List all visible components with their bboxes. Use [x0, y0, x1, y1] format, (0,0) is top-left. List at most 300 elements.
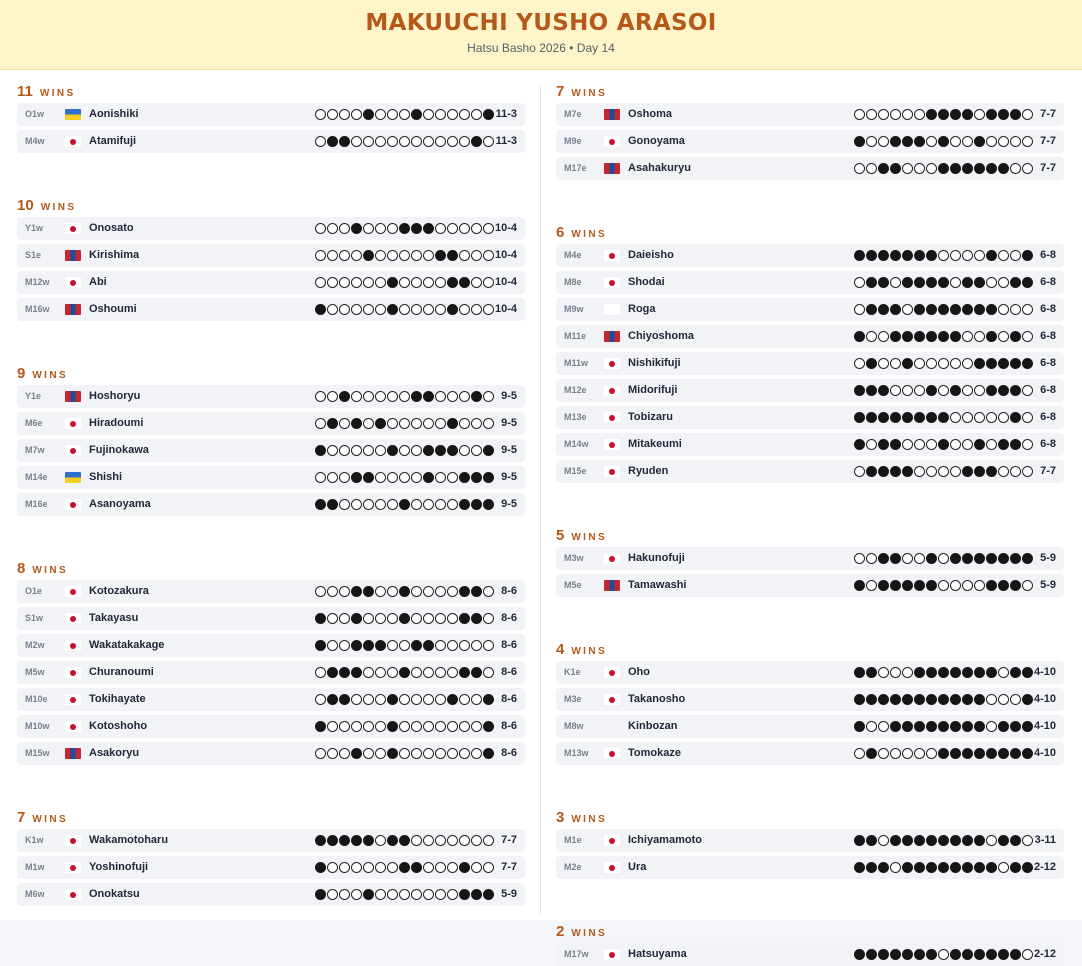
win-dot [974, 580, 985, 591]
win-dot [411, 250, 422, 261]
win-dot [435, 418, 446, 429]
bout-record [315, 694, 494, 705]
rikishi-row[interactable] [17, 742, 525, 765]
loss-dot [315, 613, 326, 624]
win-dot [926, 358, 937, 369]
flag-icon [604, 862, 620, 873]
win-loss-record: 7-7 [1040, 135, 1056, 147]
loss-dot [315, 835, 326, 846]
loss-dot [315, 304, 326, 315]
rikishi-row[interactable] [17, 634, 525, 657]
rikishi-name[interactable]: Asanoyama [89, 498, 151, 510]
win-dot [315, 472, 326, 483]
win-loss-record: 9-5 [501, 444, 517, 456]
win-dot [447, 586, 458, 597]
loss-dot [471, 667, 482, 678]
rikishi-row[interactable] [17, 439, 525, 462]
win-dot [902, 553, 913, 564]
win-loss-record: 7-7 [501, 834, 517, 846]
loss-dot [866, 412, 877, 423]
wins-count: 10 [17, 197, 34, 214]
loss-dot [926, 949, 937, 960]
rikishi-row[interactable] [17, 883, 525, 906]
win-dot [375, 694, 386, 705]
win-dot [363, 391, 374, 402]
win-dot [351, 109, 362, 120]
rikishi-name[interactable]: Ryuden [628, 465, 669, 477]
rikishi-row[interactable] [556, 829, 1064, 852]
loss-dot [890, 553, 901, 564]
loss-dot [902, 358, 913, 369]
loss-dot [351, 640, 362, 651]
win-dot [399, 136, 410, 147]
win-dot [890, 667, 901, 678]
wins-group-header [556, 527, 607, 545]
rank-label: M12w [25, 277, 50, 287]
win-dot [315, 277, 326, 288]
loss-dot [866, 862, 877, 873]
loss-dot [926, 304, 937, 315]
win-dot [387, 109, 398, 120]
win-dot [902, 304, 913, 315]
rikishi-name[interactable]: Tokihayate [89, 693, 146, 705]
rikishi-name[interactable]: Ichiyamamoto [628, 834, 702, 846]
rikishi-name[interactable]: Aonishiki [89, 108, 139, 120]
loss-dot [1010, 580, 1021, 591]
rikishi-row[interactable] [556, 943, 1064, 966]
loss-dot [854, 949, 865, 960]
loss-dot [387, 748, 398, 759]
rikishi-row[interactable] [556, 856, 1064, 879]
win-loss-record: 9-5 [501, 471, 517, 483]
win-dot [363, 418, 374, 429]
win-loss-record: 6-8 [1040, 438, 1056, 450]
loss-dot [375, 418, 386, 429]
rikishi-name[interactable]: Shodai [628, 276, 665, 288]
rikishi-row[interactable] [556, 103, 1064, 126]
win-dot [423, 250, 434, 261]
rikishi-name[interactable]: Chiyoshoma [628, 330, 695, 342]
win-dot [411, 136, 422, 147]
win-dot [423, 889, 434, 900]
rikishi-row[interactable] [17, 466, 525, 489]
win-dot [399, 889, 410, 900]
rikishi-name[interactable]: Asakoryu [89, 747, 140, 759]
loss-dot [914, 136, 925, 147]
loss-dot [471, 586, 482, 597]
bout-record [315, 472, 494, 483]
loss-dot [459, 277, 470, 288]
loss-dot [974, 304, 985, 315]
rikishi-row[interactable] [556, 406, 1064, 429]
win-dot [902, 385, 913, 396]
win-dot [327, 109, 338, 120]
win-dot [890, 109, 901, 120]
loss-dot [938, 109, 949, 120]
win-dot [315, 418, 326, 429]
rikishi-row[interactable] [17, 103, 525, 126]
win-dot [471, 862, 482, 873]
rikishi-name[interactable]: Churanoumi [89, 666, 154, 678]
win-dot [890, 748, 901, 759]
rikishi-row[interactable] [556, 460, 1064, 483]
loss-dot [974, 694, 985, 705]
bout-record [315, 499, 494, 510]
loss-dot [962, 721, 973, 732]
rikishi-row[interactable] [556, 379, 1064, 402]
win-loss-record: 8-6 [501, 666, 517, 678]
loss-dot [471, 613, 482, 624]
rikishi-name[interactable]: Oho [628, 666, 650, 678]
win-dot [351, 391, 362, 402]
win-dot [375, 748, 386, 759]
win-loss-record: 3-11 [1034, 834, 1056, 846]
win-dot [950, 358, 961, 369]
win-dot [962, 358, 973, 369]
loss-dot [363, 889, 374, 900]
rikishi-name[interactable]: Takanosho [628, 693, 686, 705]
rikishi-row[interactable] [17, 715, 525, 738]
loss-dot [890, 250, 901, 261]
loss-dot [447, 304, 458, 315]
loss-dot [962, 862, 973, 873]
rank-label: O1e [25, 586, 43, 596]
rank-label: M14w [564, 439, 589, 449]
rikishi-name[interactable]: Gonoyama [628, 135, 685, 147]
rikishi-name[interactable]: Oshoma [628, 108, 673, 120]
win-dot [926, 136, 937, 147]
loss-dot [363, 250, 374, 261]
rikishi-name[interactable]: Hatsuyama [628, 948, 687, 960]
win-dot [447, 223, 458, 234]
flag-icon [604, 358, 620, 369]
win-dot [854, 304, 865, 315]
win-dot [471, 109, 482, 120]
loss-dot [938, 412, 949, 423]
bout-record [854, 949, 1033, 960]
loss-dot [878, 250, 889, 261]
loss-dot [866, 358, 877, 369]
win-dot [1010, 163, 1021, 174]
rikishi-name[interactable]: Kinbozan [628, 720, 678, 732]
win-dot [399, 250, 410, 261]
loss-dot [1010, 412, 1021, 423]
win-dot [854, 553, 865, 564]
win-dot [423, 721, 434, 732]
rikishi-name[interactable]: Onosato [89, 222, 134, 234]
loss-dot [974, 358, 985, 369]
rikishi-row[interactable] [17, 856, 525, 879]
bout-record [854, 835, 1033, 846]
win-dot [363, 721, 374, 732]
rikishi-row[interactable] [556, 325, 1064, 348]
win-dot [399, 721, 410, 732]
win-dot [363, 277, 374, 288]
win-dot [399, 304, 410, 315]
win-loss-record: 11-3 [495, 135, 517, 147]
loss-dot [926, 109, 937, 120]
loss-dot [974, 136, 985, 147]
win-dot [471, 304, 482, 315]
rikishi-name[interactable]: Wakatakakage [89, 639, 165, 651]
loss-dot [986, 949, 997, 960]
bout-record [854, 439, 1033, 450]
rikishi-name[interactable]: Hoshoryu [89, 390, 141, 402]
win-dot [1022, 163, 1033, 174]
loss-dot [423, 223, 434, 234]
rikishi-row[interactable] [556, 298, 1064, 321]
loss-dot [411, 862, 422, 873]
rank-label: M11e [564, 331, 587, 341]
rikishi-name[interactable]: Takayasu [89, 612, 139, 624]
win-dot [447, 748, 458, 759]
rikishi-row[interactable] [17, 217, 525, 240]
rikishi-name[interactable]: Shishi [89, 471, 123, 483]
rikishi-name[interactable]: Nishikifuji [628, 357, 681, 369]
win-dot [483, 613, 494, 624]
loss-dot [974, 748, 985, 759]
rikishi-name[interactable]: Kotoshoho [89, 720, 148, 732]
loss-dot [962, 835, 973, 846]
rikishi-name[interactable]: Yoshinofuji [89, 861, 149, 873]
rikishi-row[interactable] [17, 385, 525, 408]
loss-dot [998, 439, 1009, 450]
rikishi-row[interactable] [17, 580, 525, 603]
loss-dot [351, 748, 362, 759]
rikishi-row[interactable] [556, 157, 1064, 180]
rank-label: Y1w [25, 223, 44, 233]
rikishi-name[interactable]: Mitakeumi [628, 438, 682, 450]
win-dot [339, 613, 350, 624]
rikishi-row[interactable] [17, 493, 525, 516]
rikishi-row[interactable] [556, 661, 1064, 684]
loss-dot [938, 136, 949, 147]
win-dot [974, 385, 985, 396]
loss-dot [938, 862, 949, 873]
flag-icon [65, 721, 81, 732]
rikishi-name[interactable]: Hakunofuji [628, 552, 685, 564]
bout-record [315, 748, 494, 759]
loss-dot [962, 748, 973, 759]
win-dot [866, 331, 877, 342]
win-dot [435, 835, 446, 846]
flag-icon [604, 250, 620, 261]
win-dot [339, 640, 350, 651]
rank-label: M8e [564, 277, 582, 287]
rikishi-name[interactable]: Oshoumi [89, 303, 137, 315]
rank-label: M15e [564, 466, 587, 476]
rikishi-name[interactable]: Atamifuji [89, 135, 137, 147]
loss-dot [890, 136, 901, 147]
rikishi-row[interactable] [556, 271, 1064, 294]
win-dot [411, 835, 422, 846]
win-dot [459, 748, 470, 759]
win-dot [483, 418, 494, 429]
loss-dot [974, 949, 985, 960]
win-loss-record: 10-4 [494, 222, 517, 234]
win-dot [471, 640, 482, 651]
win-dot [327, 748, 338, 759]
win-loss-record: 11-3 [495, 108, 517, 120]
rikishi-row[interactable] [556, 433, 1064, 456]
loss-dot [459, 586, 470, 597]
loss-dot [890, 331, 901, 342]
rikishi-name[interactable]: Kotozakura [89, 585, 149, 597]
rikishi-name[interactable]: Tomokaze [628, 747, 681, 759]
wins-label: WINS [571, 646, 608, 657]
rikishi-row[interactable] [17, 688, 525, 711]
flag-icon [604, 580, 620, 591]
loss-dot [986, 466, 997, 477]
bout-record [854, 862, 1033, 873]
win-dot [435, 391, 446, 402]
rikishi-row[interactable] [556, 688, 1064, 711]
win-dot [483, 391, 494, 402]
win-dot [950, 250, 961, 261]
loss-dot [902, 412, 913, 423]
win-dot [327, 721, 338, 732]
win-dot [351, 304, 362, 315]
loss-dot [890, 949, 901, 960]
loss-dot [399, 835, 410, 846]
loss-dot [926, 721, 937, 732]
wins-group-header [17, 809, 68, 827]
rank-label: M17e [564, 163, 587, 173]
win-dot [375, 889, 386, 900]
win-loss-record: 9-5 [501, 417, 517, 429]
rikishi-name[interactable]: Tobizaru [628, 411, 674, 423]
win-dot [890, 862, 901, 873]
win-dot [351, 889, 362, 900]
rikishi-name[interactable]: Onokatsu [89, 888, 140, 900]
rikishi-row[interactable] [17, 661, 525, 684]
wins-count: 7 [556, 83, 565, 100]
rikishi-name[interactable]: Fujinokawa [89, 444, 149, 456]
loss-dot [447, 277, 458, 288]
rikishi-row[interactable] [556, 742, 1064, 765]
rikishi-row[interactable] [17, 130, 525, 153]
win-dot [447, 499, 458, 510]
win-dot [483, 862, 494, 873]
win-dot [387, 472, 398, 483]
rank-label: M16e [25, 499, 48, 509]
win-dot [327, 862, 338, 873]
win-dot [1022, 439, 1033, 450]
win-dot [375, 499, 386, 510]
rikishi-row[interactable] [17, 607, 525, 630]
win-dot [902, 748, 913, 759]
win-dot [375, 667, 386, 678]
rikishi-row[interactable] [17, 271, 525, 294]
loss-dot [339, 136, 350, 147]
wins-count: 2 [556, 923, 565, 940]
rikishi-name[interactable]: Abi [89, 276, 107, 288]
rikishi-name[interactable]: Wakamotoharu [89, 834, 169, 846]
loss-dot [363, 472, 374, 483]
win-dot [483, 640, 494, 651]
rikishi-name[interactable]: Kirishima [89, 249, 140, 261]
win-dot [1010, 304, 1021, 315]
win-dot [459, 391, 470, 402]
rikishi-row[interactable] [556, 715, 1064, 738]
loss-dot [1022, 694, 1033, 705]
win-dot [423, 136, 434, 147]
rikishi-row[interactable] [556, 547, 1064, 570]
flag-icon [65, 586, 81, 597]
rikishi-name[interactable]: Roga [628, 303, 656, 315]
rikishi-name[interactable]: Ura [628, 861, 647, 873]
rank-label: M6e [25, 418, 43, 428]
loss-dot [902, 721, 913, 732]
win-loss-record: 7-7 [1040, 162, 1056, 174]
flag-icon [604, 748, 620, 759]
rikishi-name[interactable]: Hiradoumi [89, 417, 144, 429]
loss-dot [938, 748, 949, 759]
rikishi-name[interactable]: Tamawashi [628, 579, 687, 591]
loss-dot [459, 472, 470, 483]
loss-dot [471, 472, 482, 483]
win-dot [914, 748, 925, 759]
win-loss-record: 6-8 [1040, 249, 1056, 261]
rikishi-row[interactable] [17, 298, 525, 321]
loss-dot [926, 580, 937, 591]
rikishi-row[interactable] [556, 352, 1064, 375]
flag-icon [65, 694, 81, 705]
win-dot [866, 439, 877, 450]
rikishi-name[interactable]: Asahakuryu [628, 162, 691, 174]
rikishi-row[interactable] [17, 412, 525, 435]
win-dot [447, 667, 458, 678]
loss-dot [878, 694, 889, 705]
wins-count: 3 [556, 809, 565, 826]
rikishi-name[interactable]: Daieisho [628, 249, 674, 261]
bout-record [854, 667, 1033, 678]
rikishi-name[interactable]: Midorifuji [628, 384, 678, 396]
win-loss-record: 10-4 [494, 303, 517, 315]
loss-dot [974, 277, 985, 288]
rikishi-row[interactable] [17, 244, 525, 267]
win-loss-record: 5-9 [1040, 579, 1056, 591]
win-dot [423, 304, 434, 315]
loss-dot [399, 862, 410, 873]
loss-dot [327, 694, 338, 705]
win-dot [375, 223, 386, 234]
win-dot [327, 472, 338, 483]
loss-dot [1010, 385, 1021, 396]
wins-label: WINS [571, 928, 608, 939]
flag-icon [65, 277, 81, 288]
loss-dot [986, 385, 997, 396]
loss-dot [926, 412, 937, 423]
loss-dot [890, 721, 901, 732]
win-dot [327, 277, 338, 288]
win-dot [962, 250, 973, 261]
win-dot [339, 472, 350, 483]
loss-dot [435, 445, 446, 456]
win-dot [926, 163, 937, 174]
loss-dot [423, 640, 434, 651]
loss-dot [866, 667, 877, 678]
rikishi-row[interactable] [556, 130, 1064, 153]
rikishi-row[interactable] [17, 829, 525, 852]
loss-dot [938, 163, 949, 174]
loss-dot [351, 586, 362, 597]
rank-label: M17w [564, 949, 589, 959]
rikishi-row[interactable] [556, 574, 1064, 597]
rikishi-row[interactable] [556, 244, 1064, 267]
loss-dot [914, 580, 925, 591]
loss-dot [950, 667, 961, 678]
